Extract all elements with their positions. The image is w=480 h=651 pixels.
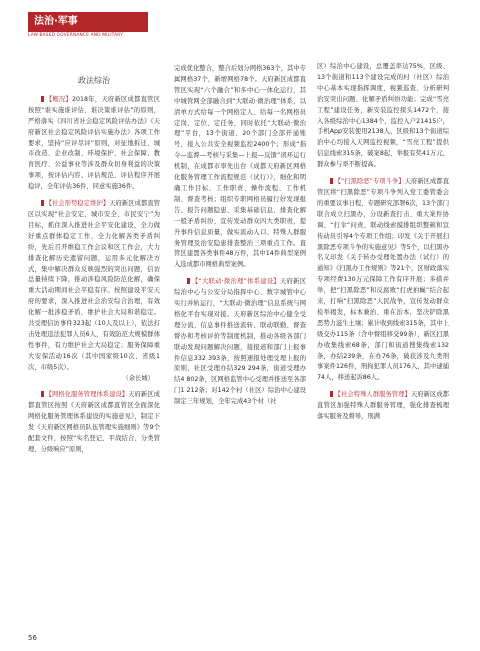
author-credit: （余长城） (122, 374, 154, 382)
paragraph-text: 天府新区综治中心与公安分局指挥中心、数字城管中心实行并轨运行，“大联动·微治理”信息系统与网格化平台实现对接。天府新区综治中心健全受理分流、信息事件推送流转、联动联勤、督查督办和考核评价等制度机制，推动各级各部门联动发现问题解决问题，接报道和部门上报事件信息332 393条，按照速报处理受理上报的原则，社区受理办结329 294条，街道受理办结4 802条，区网格监管中心受理并推送至各部门1 212条；对142个村（社区）综治中心建设制定三年规划，全年完成43个村（社 (174, 278, 306, 406)
section-heading: 【社会特殊人群服务管理】 (330, 391, 411, 398)
article-title: 政法综治 (78, 76, 110, 85)
paragraph (174, 277, 306, 408)
paragraph-text: 完成优化整合，整合后划分网格363个，其中专属网格37个，新增网格78个。天府新区成都直管区实现“六个融合”和多中心一体化运行，其中城管网全部融合到“大联动·微治理”体系，以清单方式给每一个网格定人、给每一名网格员定岗、定位、定任务，同时依托“大联动·微治理”平台，13个街道、20个部门全部开通账号，接入公共安全视频监控2400个；形成“指令—监督—考核与采集—上报—反馈”闭环运行机制，在成都市率先出台《成都天府新区网格化服务管理工作流程规范（试行）》，细化和明确工作目标、工作职责、操作流程、工作机制、督查考核；组织专职网格员履行好发现报告、报告问题隐患、采集基础信息、排查化解一般矛盾纠纷、宣传发动群众四大类职责，提升事件信息质量，做实流动人口、特殊人群服务管理及治安隐患排查整治三项重点工作。直管区建置各类事件48万件，其中14件典型案例入选成都市网格典型案例。 (174, 65, 306, 269)
column-2 (174, 64, 306, 408)
paragraph-text: 天府新区成都直管区以实现“社会安定、城市安全、市民安宁”为目标，抓住深入推进社会平安化建设，全力做好重点群体稳定工作，全力化解各类矛盾纠纷，先后召开维稳工作会议和区工作会，大力排查化解历史遗留问题，运用多元化解决方式，集中解决群众反映强烈的突出问题，信访总量持续下降，推动涉稳风险防范化解，确保重大活动期间社会平稳有序。按照建设平安天府的要求，深入推进社会治安综合治理，有效化解一批涉稳矛盾，维护社会大局和谐稳定。共受理信访事件323起（10人及以上），依法打击处理违法犯罪人员6人，有效防范大规模群体性事件，有力维护社会大局稳定；服务保障重大安保活动16次（其中国家级10次、省级1次、市级5次）。 (28, 200, 161, 371)
paragraph-text: 天府新区成都直管区按照《天府新区成都直管区全面深化网格化服务管理体系建设的实施意见》，制定下发《天府新区网格员队伍管理实施细则》等9个配套文件，按照“实名登记、平战结合、分类管理、分级响应”原则， (28, 391, 161, 453)
paragraph-text: 2018年，天府新区成都直管区按照“谁实施谁评估、谁决策谁评估”的原则，严格落实《四川省社会稳定风险评估办法》《天府新区社会稳定风险评估实施办法》各项工作要求，坚持“应评尽评”原则，对征地拆迁、城市改造、企业改制、环境保护、社会保障、教育医疗、公益事业等涉及群众切身利益的决策事项，按评估内容、评估规范、评估程序开展稳评，全年评估36件，同意实施36件。 (28, 95, 161, 191)
section-heading: 【网格化服务管理体系建设】 (41, 391, 129, 398)
paragraph-text: 天府新区成都直管区将“扫黑除恶”专项斗争列入党工委管委会的重要议事日程，专题研究部署6次，13个部门联合成立扫黑办，分设新查打击、重大案件协调、“打伞”问责、联动线索摸排组织整顿和宣传动员引导4个专项工作组；印发《关于开展扫黑除恶专项斗争的实施意见》等5个，以扫黑办名义印发《关于转办受理处置办法（试行）的通知》《扫黑办工作规则》等21个，区财政落实专项经费130万元保障工作有序开展；多措并举，把“扫黑除恶”和反腐败“打虎拍蝇”结合起来，打响“扫黑除恶”人民战争，宣传发动群众检举揭发，标本兼治、重在治本，坚决铲除黑恶势力滋生土壤；累计收到线索315条，其中上级交办115条（含中督组移交99条），新区扫黑办收集线索68条，部门和街道搜集线索132条，办结239条，在办76条，破获涉及九类刑事案件126件，刑拘犯罪人员176人，其中逮捕74人，移送起诉86人。 (317, 178, 449, 382)
paragraph (28, 390, 160, 455)
column-3 (317, 62, 449, 423)
paragraph (28, 199, 160, 374)
column-title: 法治·军事 (28, 12, 148, 32)
section-heading: 【“扫黑除恶”专项斗争】 (330, 178, 405, 185)
paragraph-text: 天府新区成都直管区加强特殊人群服务管理，强化排查梳理落实服务及督导，刑满 (317, 391, 450, 421)
page-number: 56 (28, 634, 37, 642)
paragraph-text: 区）综治中心建设，总覆盖率达75%，区级、13个街道和113个建设完成的村（社区）综治中心基本实现指挥调度、视频巡查、分析研判治安突出问题、化解矛盾纠纷功能；完成“雪亮工程”建设任务，新安装监控探头1472个，接入各级综治中心1384个，监控入户21415户，手机App安装使用2138人，区级和13个街道综治中心均接入天网监控视频，“雪亮工程”提供信息线索315条，破案8起，举报有奖41万元，群众参与率不断提高。 (317, 63, 449, 169)
column-header (28, 12, 158, 42)
column-subtitle: LAW-BASED GOVERNANCE AND MILITARY (28, 33, 124, 38)
section-heading: 【“大联动·微治理”体系建设】 (187, 278, 280, 285)
paragraph (28, 95, 160, 193)
section-heading: 【社会形势稳定维护】 (41, 200, 110, 207)
section-heading: 【概况】 (41, 96, 72, 103)
paragraph (317, 390, 449, 423)
paragraph (317, 62, 449, 171)
paragraph (174, 64, 306, 271)
column-1 (28, 62, 160, 456)
paragraph (317, 177, 449, 384)
